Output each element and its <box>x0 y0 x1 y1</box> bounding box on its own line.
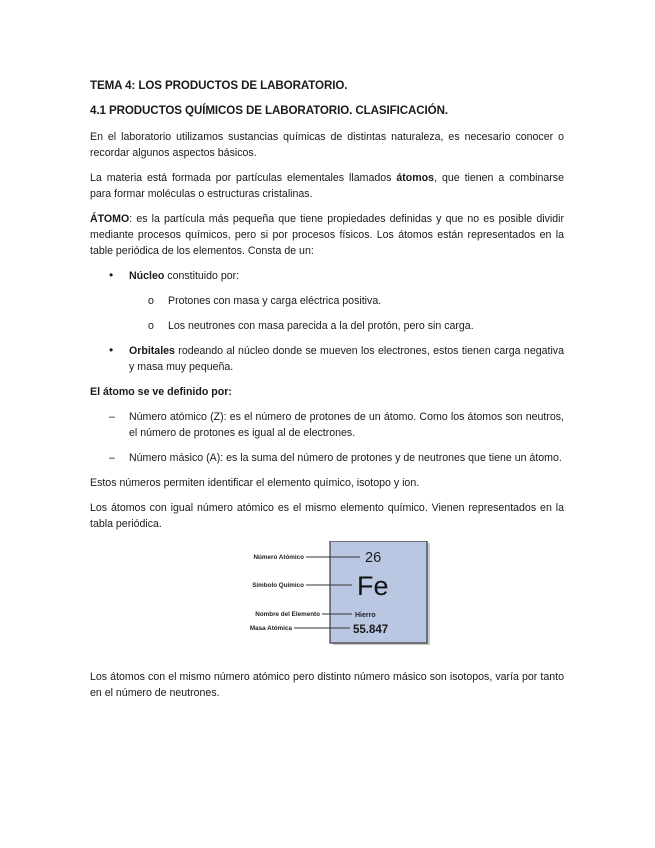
circle-bullet-icon: o <box>148 320 154 332</box>
element-card-diagram <box>90 541 564 653</box>
dash-icon: – <box>109 411 115 423</box>
atomic-number-text: Número atómico (Z): es el número de protones de un átomo. Como los átomos son neutros, el número de protones es igual al de electrones. <box>129 411 564 439</box>
element-mass: 55.847 <box>353 624 389 636</box>
identify-paragraph: Estos números permiten identificar el elemento químico, isotopo y ion. <box>90 477 420 489</box>
matter-text-a: La materia está formada por partículas elementales llamados <box>90 172 397 184</box>
atoms-term: átomos <box>396 172 435 184</box>
intro-paragraph: En el laboratorio utilizamos sustancias químicas de distintas naturaleza, es necesario conocer o recordar algunos aspectos básicos. <box>90 131 564 159</box>
label-chemical-symbol: Símbolo Químico <box>252 582 304 589</box>
list-item-nucleus <box>90 268 564 284</box>
label-element-name: Nombre del Elemento <box>255 611 320 618</box>
protons-text: Protones con masa y carga eléctrica positiva. <box>168 295 382 307</box>
label-atomic-number: Número Atómico <box>253 554 304 561</box>
list-item-atomic-number <box>90 409 564 441</box>
matter-text-c: , que tienen a combinarse para formar moléculas o estructuras cristalinas. <box>90 172 564 200</box>
label-atomic-mass: Masa Atómica <box>249 625 292 632</box>
list-item-neutrons <box>90 318 564 334</box>
atom-definition-paragraph <box>90 211 564 259</box>
atom-term: ÁTOMO <box>90 213 130 225</box>
list-item-orbitals <box>90 343 564 375</box>
nucleus-text: constituido por: <box>164 270 240 282</box>
element-symbol: Fe <box>357 571 389 601</box>
section-heading: 4.1 PRODUCTOS QUÍMICOS DE LABORATORIO. CLASIFICACIÓN. <box>90 104 448 117</box>
document-content <box>90 78 564 710</box>
bullet-icon: • <box>109 268 114 282</box>
list-item-mass-number <box>90 450 564 466</box>
mass-number-text: Número másico (A): es la suma del número de protones y de neutrones que tiene un átomo. <box>129 452 562 464</box>
orbitals-text: rodeando al núcleo donde se mueven los electrones, estos tienen carga negativa y masa muy pequeña. <box>129 345 564 373</box>
element-card-figure <box>90 541 564 653</box>
defined-by-text: El átomo se ve definido por: <box>90 386 232 398</box>
circle-bullet-icon: o <box>148 295 154 307</box>
bullet-icon: • <box>109 343 114 357</box>
list-item-protons <box>90 293 564 309</box>
defined-by-heading <box>90 384 564 400</box>
dash-icon: – <box>109 452 115 464</box>
atom-definition-text: : es la partícula más pequeña que tiene propiedades definidas y que no es posible dividir mediante procesos químicos, pero si por procesos físicos. Los átomos están representados en la table periódica de los elementos. Consta de un: <box>90 213 564 257</box>
matter-paragraph <box>90 170 564 202</box>
neutrons-text: Los neutrones con masa parecida a la del protón, pero sin carga. <box>168 320 474 332</box>
page-title: TEMA 4: LOS PRODUCTOS DE LABORATORIO. <box>90 79 348 92</box>
same-element-paragraph: Los átomos con igual número atómico es el mismo elemento químico. Vienen representados en la tabla periódica. <box>90 502 564 530</box>
element-name: Hierro <box>355 612 376 619</box>
orbitals-term: Orbitales <box>129 345 175 357</box>
element-number: 26 <box>365 550 382 566</box>
isotopes-paragraph: Los átomos con el mismo número atómico pero distinto número másico son isotopos, varía por tanto en el número de neutrones. <box>90 671 564 699</box>
nucleus-term: Núcleo <box>129 270 165 282</box>
